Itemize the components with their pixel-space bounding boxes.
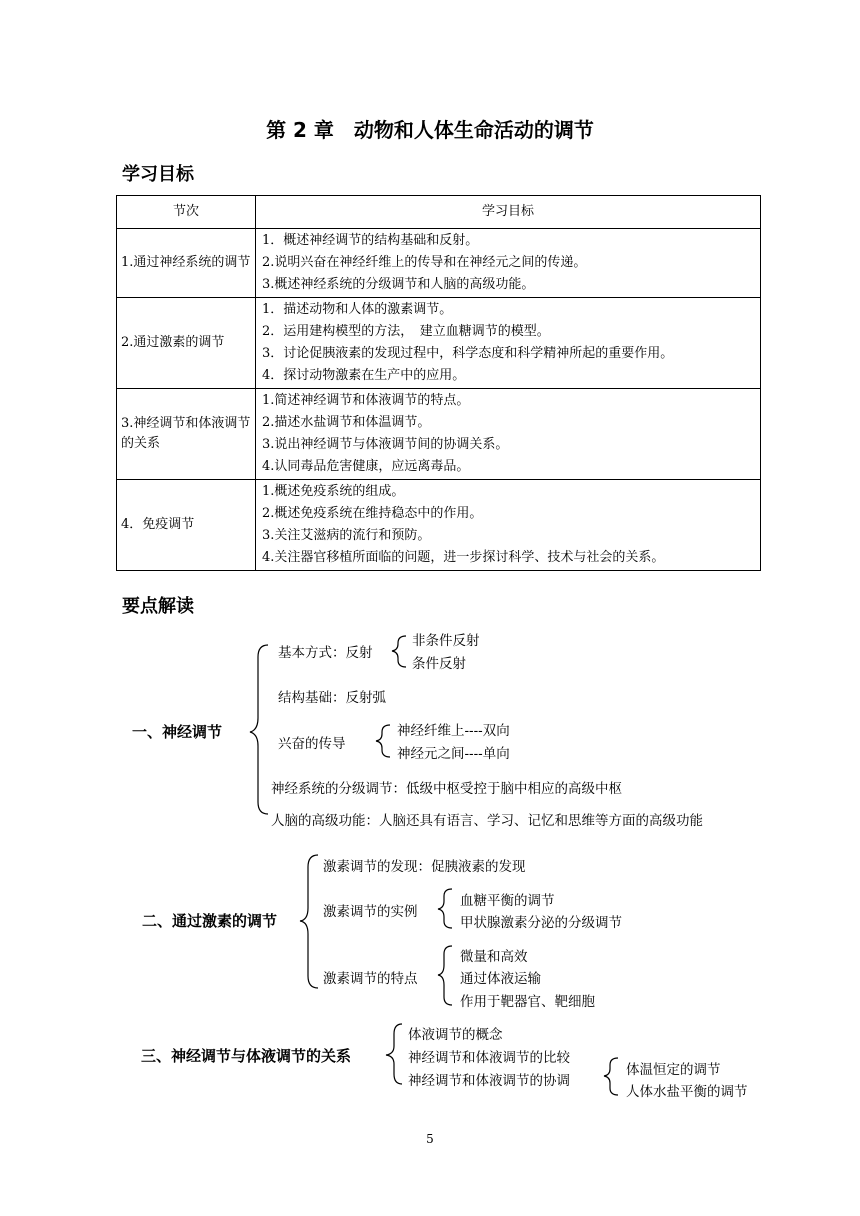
column-header-goals: 学习目标	[256, 196, 761, 229]
objective-item: 2.说明兴奋在神经纤维上的传导和在神经元之间的传递。	[262, 255, 587, 270]
tree2-example-child: 甲状腺激素分泌的分级调节	[460, 915, 622, 931]
tree1-brain: 人脑的高级功能：人脑还具有语言、学习、记忆和思维等方面的高级功能	[271, 813, 703, 829]
brace-shape	[392, 636, 406, 667]
chapter-title: 第 2 章 动物和人体生命活动的调节	[266, 118, 594, 142]
objective-item: 4.关注器官移植所面临的问题，进一步探讨科学、技术与社会的关系。	[262, 550, 665, 565]
section-cell: 1.通过神经系统的调节	[117, 229, 256, 298]
objective-item: 2.概述免疫系统在维持稳态中的作用。	[262, 506, 483, 521]
tree1-conduction-child: 神经纤维上----双向	[397, 723, 510, 739]
brace-shape	[376, 725, 390, 757]
objective-item: 2.描述水盐调节和体温调节。	[262, 415, 431, 430]
tree2-feature-child: 通过体液运输	[460, 971, 541, 987]
objective-item: 1．概述神经调节的结构基础和反射。	[262, 233, 479, 248]
objective-item: 4．探讨动物激素在生产中的应用。	[262, 368, 466, 383]
tree1-root: 一、神经调节	[132, 723, 223, 741]
objective-item: 1.概述免疫系统的组成。	[262, 484, 405, 499]
brace-shape	[300, 855, 318, 988]
objective-item: 1.简述神经调节和体液调节的特点。	[262, 393, 470, 408]
page-number: 5	[426, 1132, 434, 1146]
objective-item: 3．讨论促胰液素的发现过程中，科学态度和科学精神所起的重要作用。	[262, 346, 674, 361]
section-cell: 3.神经调节和体液调节的关系	[117, 389, 256, 480]
tree3-item: 神经调节和体液调节的协调	[408, 1073, 570, 1089]
tree2-root: 二、通过激素的调节	[142, 912, 278, 930]
section-cell: 4．免疫调节	[117, 480, 256, 571]
tree1-basic-mode: 基本方式：反射	[278, 645, 373, 661]
tree3-root: 三、神经调节与体液调节的关系	[141, 1047, 352, 1065]
objective-item: 3.关注艾滋病的流行和预防。	[262, 528, 431, 543]
section-cell: 2.通过激素的调节	[117, 298, 256, 389]
objective-item: 3.说出神经调节与体液调节间的协调关系。	[262, 437, 509, 452]
tree1-graded: 神经系统的分级调节：低级中枢受控于脑中相应的高级中枢	[271, 781, 622, 797]
tree2-feature-child: 作用于靶器官、靶细胞	[460, 994, 595, 1010]
tree2-features: 激素调节的特点	[323, 971, 418, 987]
section-heading-goals: 学习目标	[122, 164, 194, 185]
tree1-basic-child: 条件反射	[412, 656, 466, 672]
objective-item: 2．运用建构模型的方法， 建立血糖调节的模型。	[262, 324, 550, 339]
brace-shape	[604, 1058, 618, 1095]
tree1-conduction-child: 神经元之间----单向	[397, 746, 510, 762]
brace-shape	[438, 889, 452, 928]
tree2-discovery: 激素调节的发现：促胰液素的发现	[323, 859, 526, 875]
tree3-coord-child: 人体水盐平衡的调节	[626, 1084, 748, 1100]
objective-item: 3.概述神经系统的分级调节和人脑的高级功能。	[262, 277, 535, 292]
brace-shape	[386, 1024, 402, 1084]
tree3-coord-child: 体温恒定的调节	[626, 1062, 721, 1078]
tree3-item: 体液调节的概念	[408, 1027, 503, 1043]
tree1-basic-child: 非条件反射	[412, 633, 480, 649]
objective-item: 4.认同毒品危害健康，应远离毒品。	[262, 459, 470, 474]
objective-item: 1．描述动物和人体的激素调节。	[262, 302, 453, 317]
tree2-examples: 激素调节的实例	[323, 904, 418, 920]
tree2-feature-child: 微量和高效	[460, 949, 528, 965]
column-header-section: 节次	[117, 196, 256, 229]
brace-shape	[438, 946, 452, 1005]
section-heading-key-points: 要点解读	[122, 596, 194, 617]
tree2-example-child: 血糖平衡的调节	[460, 893, 555, 909]
tree1-structure: 结构基础：反射弧	[278, 690, 386, 706]
tree3-item: 神经调节和体液调节的比较	[408, 1050, 570, 1066]
brace-shape	[250, 645, 268, 814]
tree1-conduction: 兴奋的传导	[278, 736, 346, 752]
